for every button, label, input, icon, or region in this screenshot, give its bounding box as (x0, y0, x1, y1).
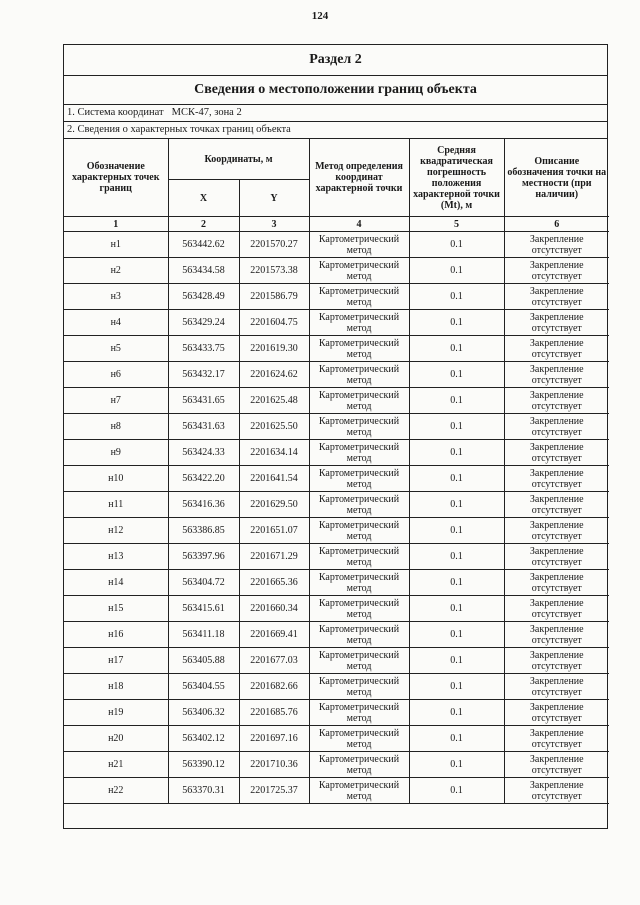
accuracy-cell: 0.1 (409, 596, 504, 622)
table-row (64, 362, 609, 388)
description-cell: Закрепление отсутствует (504, 466, 609, 492)
coordinate-system-value: МСК-47, зона 2 (171, 107, 242, 118)
description-cell: Закрепление отсутствует (504, 596, 609, 622)
method-cell: Картометрический метод (309, 284, 409, 310)
y-coordinate-cell: 2201682.66 (239, 674, 309, 700)
point-name-cell: н1 (64, 232, 168, 258)
y-coordinate-cell: 2201641.54 (239, 466, 309, 492)
points-heading: 2. Сведения о характерных точках границ объекта (64, 122, 607, 139)
accuracy-cell: 0.1 (409, 544, 504, 570)
x-coordinate-cell: 563404.72 (168, 570, 239, 596)
x-coordinate-cell: 563411.18 (168, 622, 239, 648)
table-row (64, 414, 609, 440)
accuracy-cell: 0.1 (409, 336, 504, 362)
coordinate-system-label: 1. Система координат (67, 107, 164, 118)
section-title: Раздел 2 (64, 45, 607, 76)
accuracy-cell: 0.1 (409, 752, 504, 778)
header-y: Y (239, 180, 309, 217)
accuracy-cell: 0.1 (409, 622, 504, 648)
description-cell: Закрепление отсутствует (504, 388, 609, 414)
description-cell: Закрепление отсутствует (504, 752, 609, 778)
method-cell: Картометрический метод (309, 414, 409, 440)
point-name-cell: н5 (64, 336, 168, 362)
accuracy-cell: 0.1 (409, 414, 504, 440)
x-coordinate-cell: 563431.65 (168, 388, 239, 414)
header-method: Метод определения координат характерной точки (309, 139, 409, 217)
x-coordinate-cell: 563404.55 (168, 674, 239, 700)
y-coordinate-cell: 2201660.34 (239, 596, 309, 622)
y-coordinate-cell: 2201573.38 (239, 258, 309, 284)
method-cell: Картометрический метод (309, 752, 409, 778)
x-coordinate-cell: 563422.20 (168, 466, 239, 492)
method-cell: Картометрический метод (309, 622, 409, 648)
table-row (64, 466, 609, 492)
accuracy-cell: 0.1 (409, 570, 504, 596)
accuracy-cell: 0.1 (409, 466, 504, 492)
table-row (64, 622, 609, 648)
header-x: X (168, 180, 239, 217)
y-coordinate-cell: 2201669.41 (239, 622, 309, 648)
method-cell: Картометрический метод (309, 362, 409, 388)
y-coordinate-cell: 2201685.76 (239, 700, 309, 726)
x-coordinate-cell: 563386.85 (168, 518, 239, 544)
point-name-cell: н9 (64, 440, 168, 466)
description-cell: Закрепление отсутствует (504, 232, 609, 258)
point-name-cell: н19 (64, 700, 168, 726)
table-row (64, 544, 609, 570)
x-coordinate-cell: 563416.36 (168, 492, 239, 518)
table-row (64, 518, 609, 544)
y-coordinate-cell: 2201697.16 (239, 726, 309, 752)
accuracy-cell: 0.1 (409, 310, 504, 336)
x-coordinate-cell: 563433.75 (168, 336, 239, 362)
point-name-cell: н10 (64, 466, 168, 492)
x-coordinate-cell: 563370.31 (168, 778, 239, 804)
description-cell: Закрепление отсутствует (504, 518, 609, 544)
x-coordinate-cell: 563434.58 (168, 258, 239, 284)
table-row (64, 674, 609, 700)
description-cell: Закрепление отсутствует (504, 570, 609, 596)
table-row (64, 596, 609, 622)
method-cell: Картометрический метод (309, 258, 409, 284)
description-cell: Закрепление отсутствует (504, 648, 609, 674)
x-coordinate-cell: 563402.12 (168, 726, 239, 752)
y-coordinate-cell: 2201624.62 (239, 362, 309, 388)
point-name-cell: н13 (64, 544, 168, 570)
y-coordinate-cell: 2201625.48 (239, 388, 309, 414)
y-coordinate-cell: 2201604.75 (239, 310, 309, 336)
description-cell: Закрепление отсутствует (504, 284, 609, 310)
header-description: Описание обозначения точки на местности (при наличии) (504, 139, 609, 217)
accuracy-cell: 0.1 (409, 726, 504, 752)
accuracy-cell: 0.1 (409, 284, 504, 310)
y-coordinate-cell: 2201651.07 (239, 518, 309, 544)
table-row (64, 232, 609, 258)
description-cell: Закрепление отсутствует (504, 778, 609, 804)
x-coordinate-cell: 563442.62 (168, 232, 239, 258)
description-cell: Закрепление отсутствует (504, 674, 609, 700)
method-cell: Картометрический метод (309, 700, 409, 726)
accuracy-cell: 0.1 (409, 232, 504, 258)
accuracy-cell: 0.1 (409, 648, 504, 674)
accuracy-cell: 0.1 (409, 362, 504, 388)
point-name-cell: н7 (64, 388, 168, 414)
point-name-cell: н15 (64, 596, 168, 622)
table-row (64, 284, 609, 310)
method-cell: Картометрический метод (309, 778, 409, 804)
y-coordinate-cell: 2201619.30 (239, 336, 309, 362)
y-coordinate-cell: 2201665.36 (239, 570, 309, 596)
method-cell: Картометрический метод (309, 518, 409, 544)
accuracy-cell: 0.1 (409, 388, 504, 414)
table-row (64, 700, 609, 726)
point-name-cell: н2 (64, 258, 168, 284)
description-cell: Закрепление отсутствует (504, 362, 609, 388)
x-coordinate-cell: 563429.24 (168, 310, 239, 336)
point-name-cell: н18 (64, 674, 168, 700)
column-number: 2 (168, 217, 239, 232)
column-number: 6 (504, 217, 609, 232)
column-number: 4 (309, 217, 409, 232)
point-name-cell: н12 (64, 518, 168, 544)
accuracy-cell: 0.1 (409, 258, 504, 284)
method-cell: Картометрический метод (309, 310, 409, 336)
column-number: 3 (239, 217, 309, 232)
method-cell: Картометрический метод (309, 232, 409, 258)
method-cell: Картометрический метод (309, 570, 409, 596)
point-name-cell: н11 (64, 492, 168, 518)
point-name-cell: н17 (64, 648, 168, 674)
description-cell: Закрепление отсутствует (504, 622, 609, 648)
x-coordinate-cell: 563424.33 (168, 440, 239, 466)
table-row (64, 388, 609, 414)
page-number: 124 (311, 10, 329, 22)
description-cell: Закрепление отсутствует (504, 336, 609, 362)
method-cell: Картометрический метод (309, 596, 409, 622)
header-designation: Обозначение характерных точек границ (64, 139, 168, 217)
document-frame (63, 44, 608, 829)
description-cell: Закрепление отсутствует (504, 440, 609, 466)
table-row (64, 336, 609, 362)
accuracy-cell: 0.1 (409, 778, 504, 804)
accuracy-cell: 0.1 (409, 518, 504, 544)
table-row (64, 778, 609, 804)
accuracy-cell: 0.1 (409, 492, 504, 518)
table-row (64, 310, 609, 336)
section-subtitle: Сведения о местоположении границ объекта (64, 76, 607, 105)
boundary-points-table (64, 139, 609, 804)
description-cell: Закрепление отсутствует (504, 544, 609, 570)
method-cell: Картометрический метод (309, 440, 409, 466)
method-cell: Картометрический метод (309, 388, 409, 414)
method-cell: Картометрический метод (309, 726, 409, 752)
y-coordinate-cell: 2201677.03 (239, 648, 309, 674)
y-coordinate-cell: 2201710.36 (239, 752, 309, 778)
table-row (64, 570, 609, 596)
point-name-cell: н21 (64, 752, 168, 778)
description-cell: Закрепление отсутствует (504, 700, 609, 726)
x-coordinate-cell: 563405.88 (168, 648, 239, 674)
y-coordinate-cell: 2201570.27 (239, 232, 309, 258)
column-number: 1 (64, 217, 168, 232)
y-coordinate-cell: 2201671.29 (239, 544, 309, 570)
method-cell: Картометрический метод (309, 674, 409, 700)
table-row (64, 492, 609, 518)
x-coordinate-cell: 563390.12 (168, 752, 239, 778)
point-name-cell: н20 (64, 726, 168, 752)
method-cell: Картометрический метод (309, 648, 409, 674)
description-cell: Закрепление отсутствует (504, 310, 609, 336)
accuracy-cell: 0.1 (409, 440, 504, 466)
x-coordinate-cell: 563432.17 (168, 362, 239, 388)
column-number: 5 (409, 217, 504, 232)
x-coordinate-cell: 563406.32 (168, 700, 239, 726)
y-coordinate-cell: 2201629.50 (239, 492, 309, 518)
table-row (64, 648, 609, 674)
point-name-cell: н3 (64, 284, 168, 310)
point-name-cell: н22 (64, 778, 168, 804)
x-coordinate-cell: 563415.61 (168, 596, 239, 622)
description-cell: Закрепление отсутствует (504, 414, 609, 440)
header-accuracy: Средняя квадратическая погрешность положения характерной точки (Mt), м (409, 139, 504, 217)
y-coordinate-cell: 2201625.50 (239, 414, 309, 440)
table-row (64, 440, 609, 466)
point-name-cell: н8 (64, 414, 168, 440)
method-cell: Картометрический метод (309, 336, 409, 362)
description-cell: Закрепление отсутствует (504, 726, 609, 752)
x-coordinate-cell: 563431.63 (168, 414, 239, 440)
point-name-cell: н4 (64, 310, 168, 336)
method-cell: Картометрический метод (309, 492, 409, 518)
x-coordinate-cell: 563397.96 (168, 544, 239, 570)
point-name-cell: н14 (64, 570, 168, 596)
accuracy-cell: 0.1 (409, 674, 504, 700)
x-coordinate-cell: 563428.49 (168, 284, 239, 310)
point-name-cell: н16 (64, 622, 168, 648)
method-cell: Картометрический метод (309, 466, 409, 492)
method-cell: Картометрический метод (309, 544, 409, 570)
table-row (64, 258, 609, 284)
table-row (64, 752, 609, 778)
description-cell: Закрепление отсутствует (504, 258, 609, 284)
point-name-cell: н6 (64, 362, 168, 388)
description-cell: Закрепление отсутствует (504, 492, 609, 518)
coordinate-system-line (64, 105, 607, 122)
accuracy-cell: 0.1 (409, 700, 504, 726)
y-coordinate-cell: 2201634.14 (239, 440, 309, 466)
header-coordinates: Координаты, м (168, 139, 309, 180)
table-row (64, 726, 609, 752)
y-coordinate-cell: 2201725.37 (239, 778, 309, 804)
y-coordinate-cell: 2201586.79 (239, 284, 309, 310)
